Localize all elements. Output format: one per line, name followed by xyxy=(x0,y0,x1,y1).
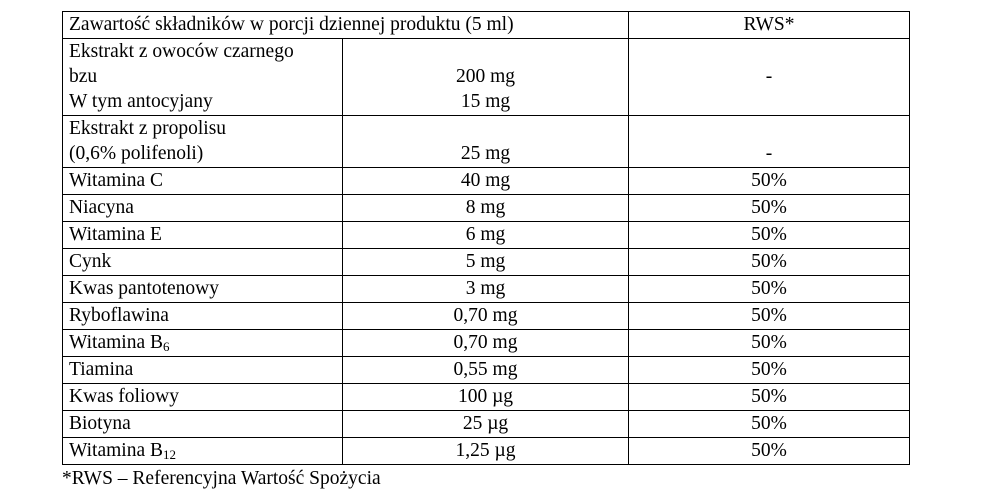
document xyxy=(62,11,909,491)
ingredient-name-cell xyxy=(63,330,343,357)
table-row xyxy=(63,330,910,357)
ingredient-name-cell xyxy=(63,168,343,195)
amount-cell xyxy=(343,39,629,116)
amount-cell: 100 µg xyxy=(343,384,629,411)
table-row xyxy=(63,222,910,249)
ingredient-name-cell xyxy=(63,384,343,411)
table-row xyxy=(63,411,910,438)
table-row xyxy=(63,168,910,195)
header-rws: RWS* xyxy=(629,12,910,39)
amount-cell: 25 mg xyxy=(343,116,629,168)
ingredient-name-continued: bzu xyxy=(69,66,98,87)
ingredient-name: Cynk xyxy=(69,251,112,272)
header-composition: Zawartość składników w porcji dziennej produktu (5 ml) xyxy=(63,12,629,39)
ingredient-name-cell xyxy=(63,276,343,303)
rws-cell: 50% xyxy=(629,222,910,249)
ingredient-name-subscript: 12 xyxy=(163,447,176,462)
amount-cell: 25 µg xyxy=(343,411,629,438)
rws-cell: 50% xyxy=(629,303,910,330)
amount-cell: 1,25 µg xyxy=(343,438,629,465)
rws-cell: 50% xyxy=(629,276,910,303)
ingredient-name-cell xyxy=(63,411,343,438)
amount-subvalue: 15 mg xyxy=(460,91,511,112)
ingredient-subname: W tym antocyjany xyxy=(69,91,213,112)
rws-cell: 50% xyxy=(629,438,910,465)
ingredient-name: Ekstrakt z propolisu xyxy=(69,118,227,139)
table-row xyxy=(63,438,910,465)
ingredient-name-cell xyxy=(63,39,343,116)
ingredient-name: Kwas foliowy xyxy=(69,386,179,407)
rws-cell: 50% xyxy=(629,384,910,411)
rws-cell: 50% xyxy=(629,249,910,276)
ingredient-name-cell xyxy=(63,116,343,168)
ingredient-name-cell xyxy=(63,222,343,249)
table-row xyxy=(63,357,910,384)
amount-cell: 0,55 mg xyxy=(343,357,629,384)
amount-cell: 40 mg xyxy=(343,168,629,195)
rws-cell: 50% xyxy=(629,168,910,195)
ingredient-name: Witamina B xyxy=(69,332,163,353)
ingredient-name-subscript: 6 xyxy=(163,339,170,354)
rws-cell: 50% xyxy=(629,357,910,384)
ingredient-name: Witamina E xyxy=(69,224,162,245)
table-row-elderberry xyxy=(63,39,910,116)
rws-cell: - xyxy=(629,39,910,116)
ingredient-name: Witamina B xyxy=(69,440,163,461)
ingredient-name-cell xyxy=(63,195,343,222)
amount-cell: 5 mg xyxy=(343,249,629,276)
amount-value: 200 mg xyxy=(455,66,516,87)
ingredient-name-cell xyxy=(63,303,343,330)
ingredient-name-cell xyxy=(63,438,343,465)
ingredient-name-cell xyxy=(63,249,343,276)
amount-cell: 0,70 mg xyxy=(343,330,629,357)
nutrition-table xyxy=(62,11,910,465)
table-row xyxy=(63,249,910,276)
table-row xyxy=(63,303,910,330)
table-row xyxy=(63,195,910,222)
footnote: *RWS – Referencyjna Wartość Spożycia xyxy=(62,468,381,489)
amount-cell: 0,70 mg xyxy=(343,303,629,330)
ingredient-name: Tiamina xyxy=(69,359,134,380)
ingredient-name: Biotyna xyxy=(69,413,131,434)
table-row-propolis xyxy=(63,116,910,168)
ingredient-subname: (0,6% polifenoli) xyxy=(69,143,204,164)
ingredient-name: Ryboflawina xyxy=(69,305,169,326)
amount-cell: 8 mg xyxy=(343,195,629,222)
ingredient-name: Witamina C xyxy=(69,170,163,191)
table-row xyxy=(63,276,910,303)
ingredient-name: Kwas pantotenowy xyxy=(69,278,220,299)
rws-cell: - xyxy=(629,116,910,168)
ingredient-name: Ekstrakt z owoców czarnego xyxy=(69,41,294,62)
amount-cell: 3 mg xyxy=(343,276,629,303)
table-row xyxy=(63,384,910,411)
ingredient-name-cell xyxy=(63,357,343,384)
amount-cell: 6 mg xyxy=(343,222,629,249)
rws-cell: 50% xyxy=(629,195,910,222)
rws-cell: 50% xyxy=(629,330,910,357)
table-header-row xyxy=(63,12,910,39)
ingredient-name: Niacyna xyxy=(69,197,134,218)
rws-cell: 50% xyxy=(629,411,910,438)
